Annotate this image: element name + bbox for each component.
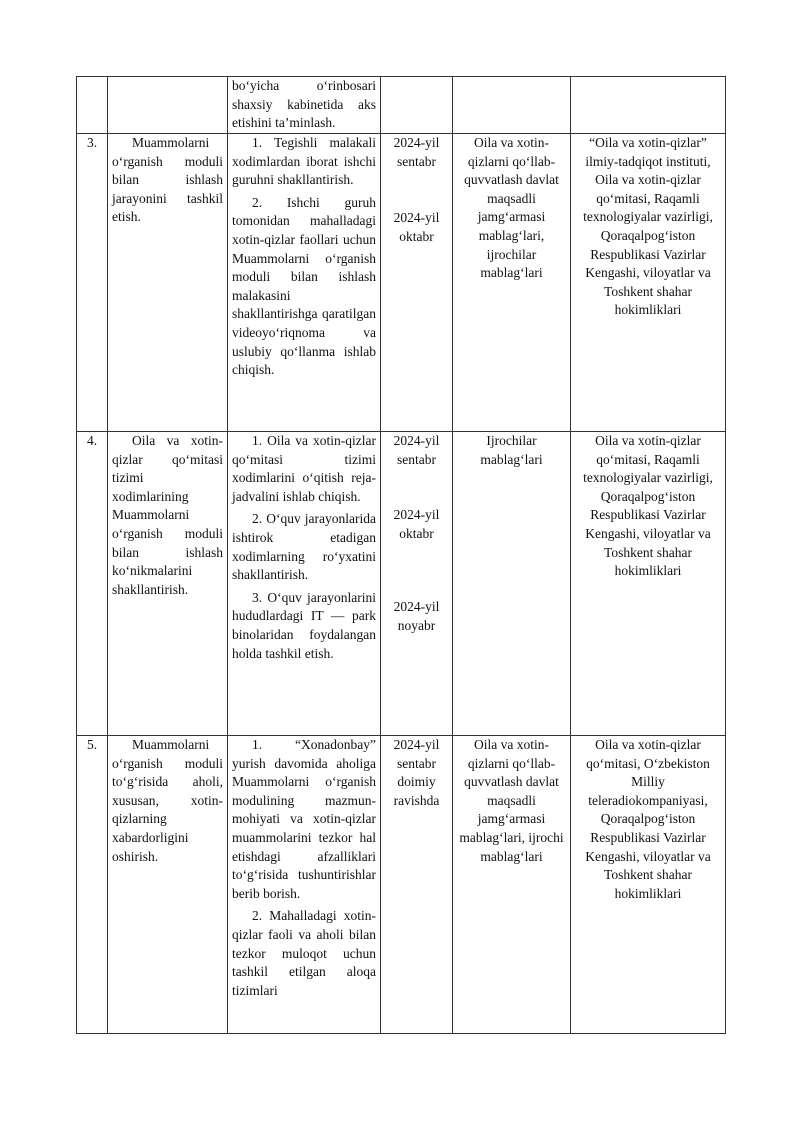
dates-cell	[381, 134, 453, 432]
table-row	[77, 77, 726, 134]
date-label: 2024-yil oktabr	[393, 210, 440, 244]
action-item: 2. O‘quv jarayonlarida ishtirok etadigan xodimlarning ro‘yxatini shakllantirish.	[232, 511, 376, 583]
action-item: bo‘yicha o‘rinbosari shaxsiy kabinetida aks etishini ta’minlash.	[232, 78, 376, 131]
date-label: 2024-yil sentabr doimiy ravishda	[393, 737, 440, 808]
row-number-cell: 5.	[77, 736, 108, 1034]
funding-cell	[453, 77, 571, 134]
task-cell	[108, 77, 228, 134]
action-item: 2. Ishchi guruh tomonidan mahalladagi xotin-qizlar faollari uchun Muammolarni o‘rganish moduli bilan ishlash malakasini shakllantirishga qaratilgan videoyo‘riqnoma va uslubiy qo‘llanma ishlab chiqish.	[232, 194, 376, 378]
date-label: 2024-yil sentabr	[393, 433, 440, 467]
responsible-cell: Oila va xotin-qizlar qo‘mitasi, O‘zbekiston Milliy teleradiokompaniyasi, Qoraqalpog‘iston Respublikasi Vazirlar Kengashi, viloyatlar va Toshkent shahar hokimliklari	[571, 736, 726, 1034]
table-row	[77, 432, 726, 736]
responsible-cell: “Oila va xotin-qizlar” ilmiy-tadqiqot instituti, Oila va xotin-qizlar qo‘mitasi, Raqamli texnologiyalar vazirligi, Qoraqalpog‘iston Respublikasi Vazirlar Kengashi, viloyatlar va Toshkent shahar hokimliklari	[571, 134, 726, 432]
action-item: 2. Mahalladagi xotin-qizlar faoli va aholi bilan tezkor muloqot uchun tashkil etilgan aloqa tizimlari	[232, 908, 376, 998]
actions-cell	[228, 77, 381, 134]
action-item: 3. O‘quv jarayonlarini hududlardagi IT — park binolaridan foydalangan holda tashkil etish.	[232, 589, 376, 661]
action-item: 1. Tegishli malakali xodimlardan iborat ishchi guruhni shakllantirish.	[232, 135, 376, 188]
action-item: 1. “Xonadonbay” yurish davomida aholiga Muammolarni o‘rganish modulining mazmun-mohiyati va xotin-qizlar muammolarini tezkor hal etishdagi afzalliklari to‘g‘risida tushuntirishlar berib borish.	[232, 737, 376, 901]
actions-cell	[228, 134, 381, 432]
row-number-cell: 3.	[77, 134, 108, 432]
task-cell: Oila va xotin-qizlar qo‘mitasi tizimi xodimlarining Muammolarni o‘rganish moduli bilan ishlash ko‘nikmalarini shakllantirish.	[108, 432, 228, 736]
task-cell: Muammolarni o‘rganish moduli to‘g‘risida aholi, xususan, xotin-qizlarning xabardorligini oshirish.	[108, 736, 228, 1034]
date-label: 2024-yil sentabr	[393, 135, 440, 169]
funding-cell: Oila va xotin-qizlarni qo‘llab-quvvatlash davlat maqsadli jamg‘armasi mablag‘lari, ijrochi mablag‘lari	[453, 736, 571, 1034]
table-row	[77, 134, 726, 432]
row-number-cell	[77, 77, 108, 134]
action-item: 1. Oila va xotin-qizlar qo‘mitasi tizimi xodimlarini o‘qitish reja-jadvalini ishlab chiqish.	[232, 433, 376, 504]
date-label: 2024-yil oktabr	[393, 507, 440, 541]
date-label: 2024-yil noyabr	[393, 599, 440, 633]
funding-cell: Ijrochilar mablag‘lari	[453, 432, 571, 736]
responsible-cell: Oila va xotin-qizlar qo‘mitasi, Raqamli texnologiyalar vazirligi, Qoraqalpog‘iston Respublikasi Vazirlar Kengashi, viloyatlar va Toshkent shahar hokimliklari	[571, 432, 726, 736]
funding-cell: Oila va xotin-qizlarni qo‘llab-quvvatlash davlat maqsadli jamg‘armasi mablag‘lari, ijrochilar mablag‘lari	[453, 134, 571, 432]
actions-cell	[228, 432, 381, 736]
row-number-cell: 4.	[77, 432, 108, 736]
dates-cell	[381, 77, 453, 134]
action-plan-table	[76, 76, 726, 1034]
dates-cell	[381, 736, 453, 1034]
table-row	[77, 736, 726, 1034]
dates-cell	[381, 432, 453, 736]
task-cell: Muammolarni o‘rganish moduli bilan ishlash jarayonini tashkil etish.	[108, 134, 228, 432]
actions-cell	[228, 736, 381, 1034]
responsible-cell	[571, 77, 726, 134]
